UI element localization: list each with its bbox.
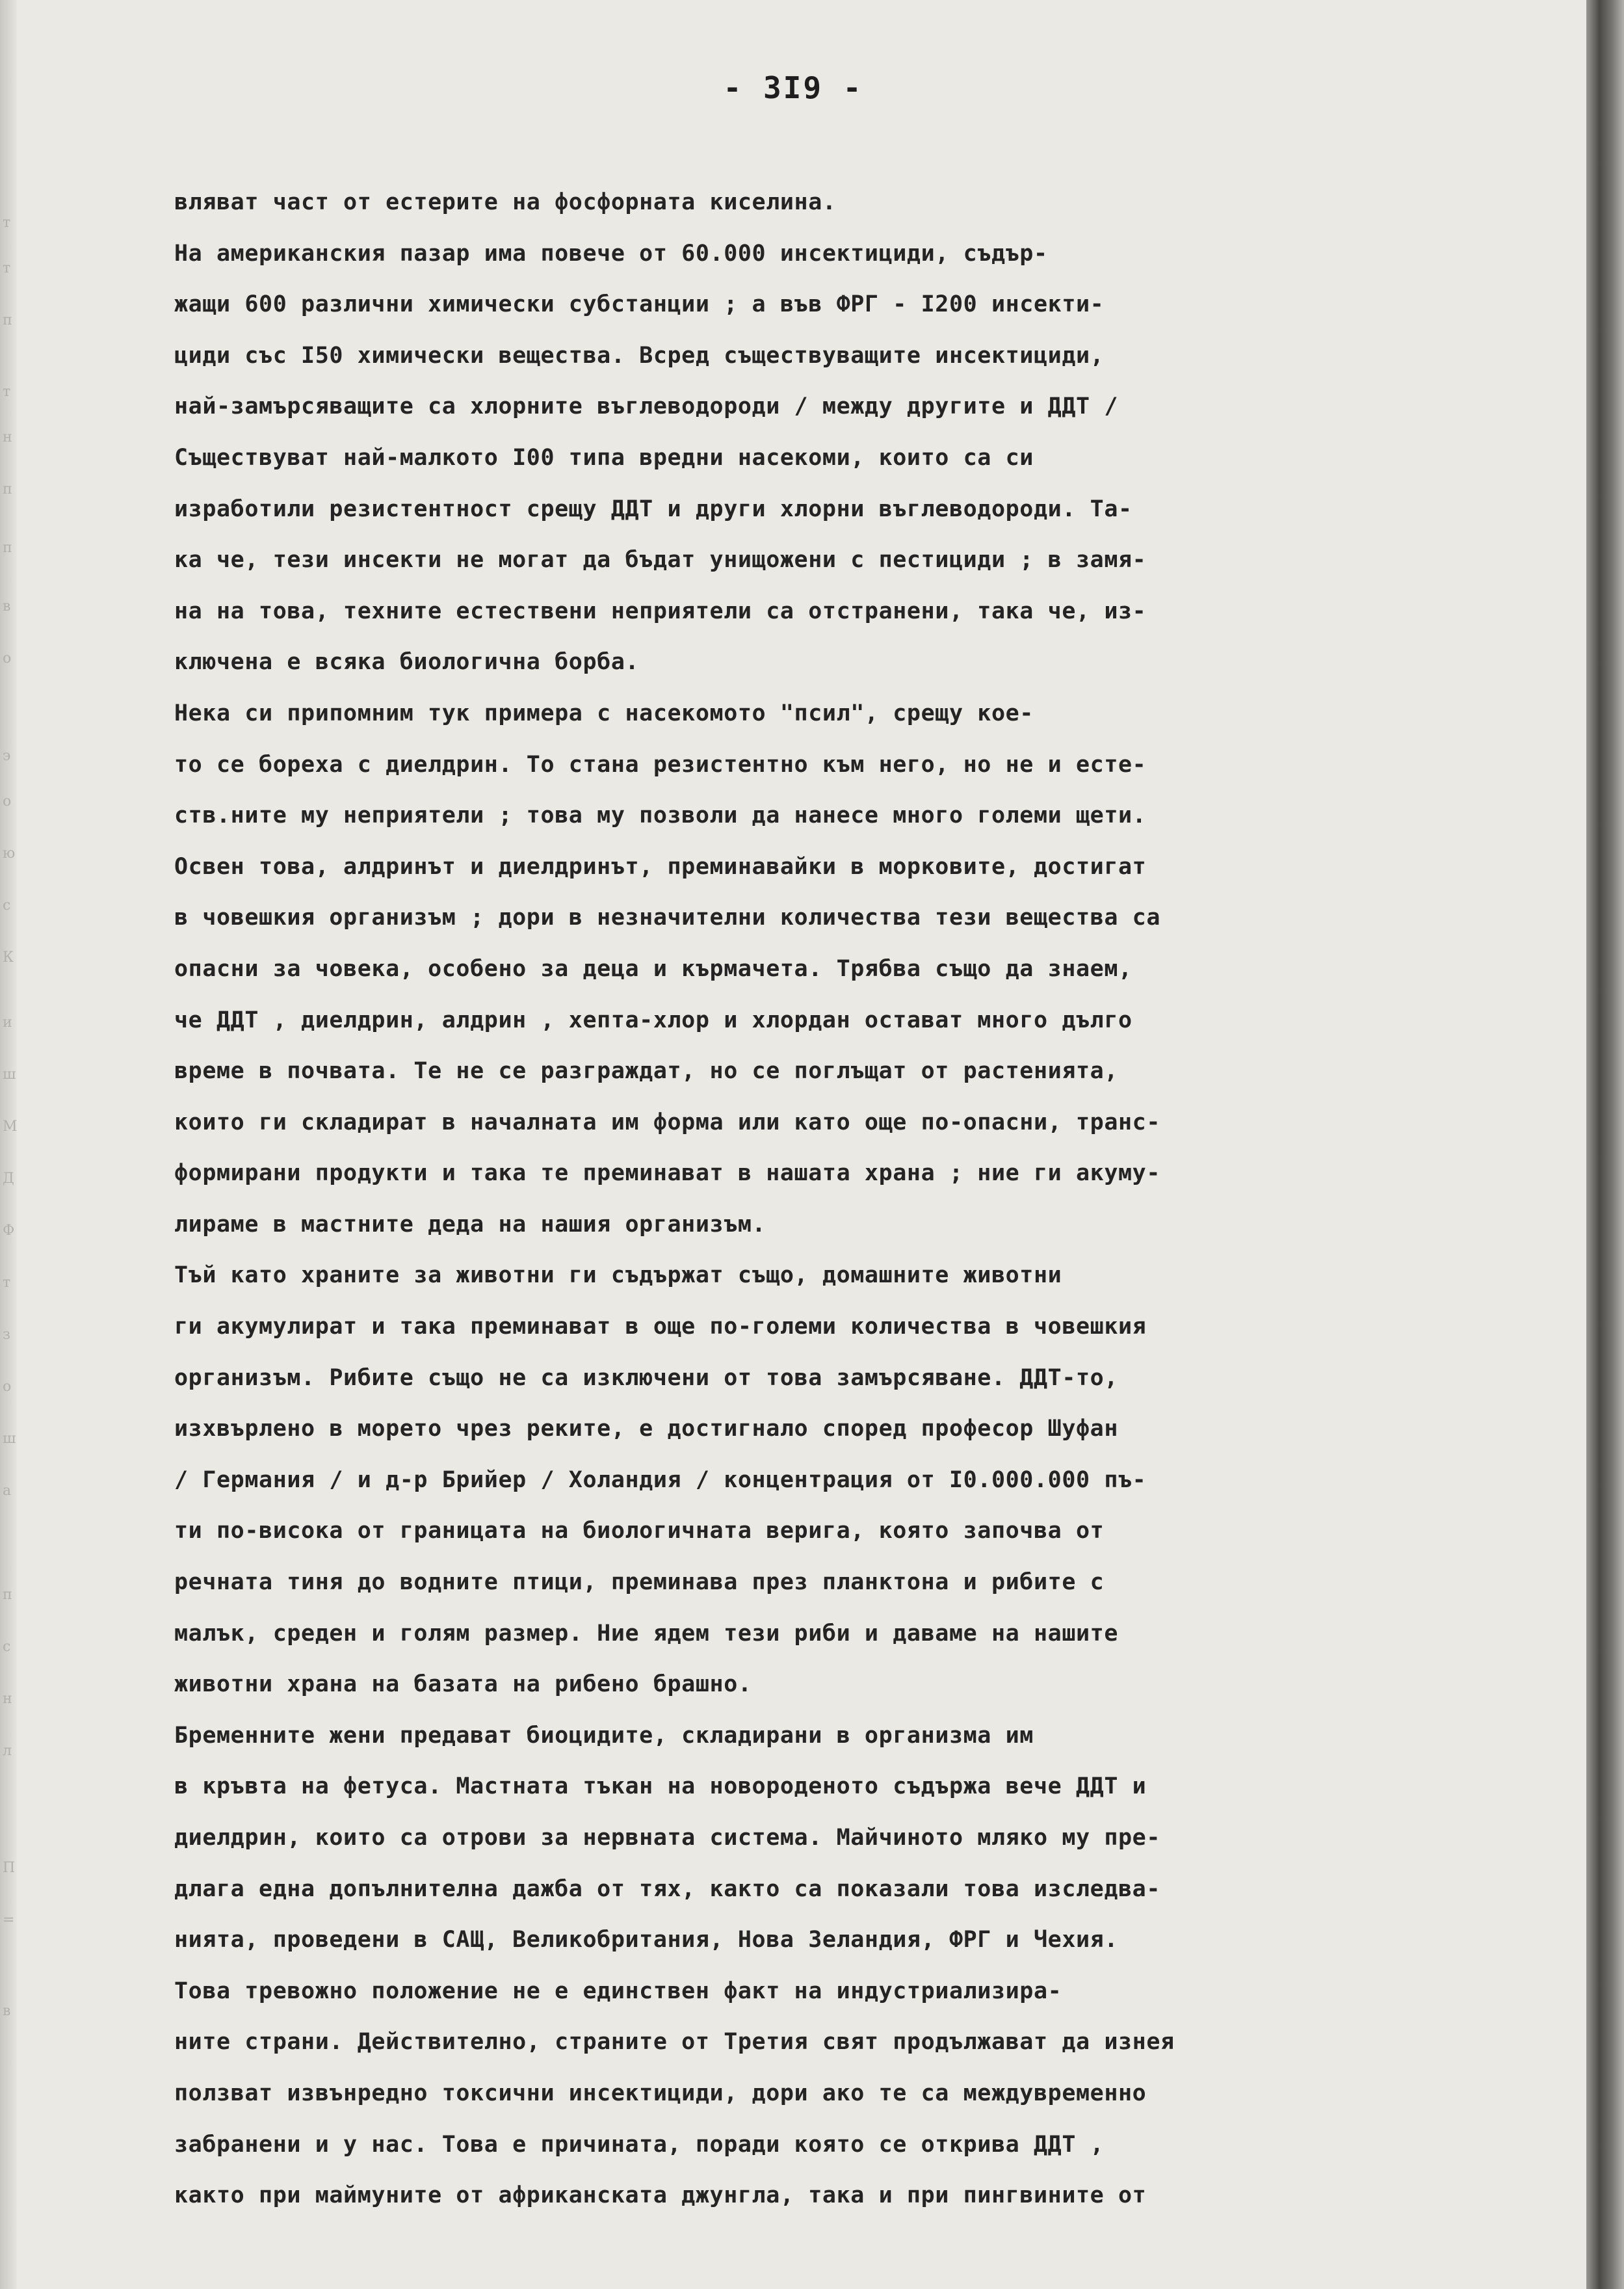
text-line: време в почвата. Те не се разграждат, но се поглъщат от растенията, <box>174 1058 1119 1085</box>
page-number: - 3I9 - <box>723 70 863 105</box>
edge-mark: т <box>3 215 11 231</box>
edge-mark: н <box>3 429 12 445</box>
text-line: / Германия / и д-р Брийер / Холандия / концентрация от I0.000.000 пъ- <box>174 1466 1147 1493</box>
edge-mark: Ф <box>3 1223 15 1239</box>
edge-mark: М <box>3 1118 18 1135</box>
text-line: ти по-висока от границата на биологичната верига, която започва от <box>174 1518 1105 1544</box>
text-line: ств.ните му неприятели ; това му позволи да нанесе много големи щети. <box>174 802 1147 829</box>
text-line: в човешкия организъм ; дори в незначителни количества тези вещества са <box>174 905 1161 931</box>
text-line: забранени и у нас. Това е причината, поради която се открива ДДТ , <box>174 2131 1105 2158</box>
text-line: които ги складират в началната им форма или като още по-опасни, транс- <box>174 1109 1161 1135</box>
edge-mark: т <box>3 384 11 400</box>
text-line: Тъй като храните за животни ги съдържат също, домашните животни <box>174 1262 1062 1289</box>
edge-mark: л <box>3 1743 12 1759</box>
text-line: Бременните жени предават биоцидите, складирани в организма им <box>174 1722 1034 1749</box>
text-line: че ДДТ , диелдрин, алдрин , хепта-хлор и хлордан остават много дълго <box>174 1007 1133 1033</box>
text-line: ги акумулират и така преминават в още по-големи количества в човешкия <box>174 1314 1147 1340</box>
edge-mark: а <box>3 1483 12 1499</box>
page-binding-edge <box>1586 0 1624 2289</box>
text-line: длага една допълнителна дажба от тях, както са показали това изследва- <box>174 1875 1161 1902</box>
edge-mark: э <box>3 748 11 764</box>
text-line: Това тревожно положение не е единствен факт на индустриализира- <box>174 1978 1062 2004</box>
text-line: лираме в мастните деда на нашия организъм. <box>174 1211 766 1237</box>
text-line: диелдрин, които са отрови за нервната система. Майчиното мляко му пре- <box>174 1825 1161 1851</box>
text-line: както при маймуните от африканската джунгла, така и при пингвините от <box>174 2182 1147 2209</box>
text-line: на на това, техните естествени неприятели са отстранени, така че, из- <box>174 598 1147 624</box>
text-line: вляват част от естерите на фосфорната киселина. <box>174 189 837 215</box>
edge-mark: и <box>3 1014 12 1031</box>
left-page-fringe <box>0 0 17 2289</box>
edge-mark: п <box>3 1587 12 1603</box>
edge-mark: о <box>3 793 12 810</box>
edge-mark: Д <box>3 1171 14 1187</box>
text-line: циди със I50 химически вещества. Всред съществуващите инсектициди, <box>174 342 1105 369</box>
text-line: формирани продукти и така те преминават в нашата храна ; ние ги акуму- <box>174 1160 1161 1187</box>
text-line: нията, проведени в САЩ, Великобритания, Нова Зеландия, ФРГ и Чехия. <box>174 1927 1119 1953</box>
edge-mark: = <box>3 1912 15 1928</box>
edge-mark: ю <box>3 845 16 862</box>
text-line: изработили резистентност срещу ДДТ и други хлорни въглеводороди. Та- <box>174 496 1133 522</box>
edge-mark: о <box>3 650 12 667</box>
edge-mark: з <box>3 1327 10 1343</box>
edge-mark: п <box>3 540 12 556</box>
text-line: опасни за човека, особено за деца и кърмачета. Трябва също да знаем, <box>174 955 1133 982</box>
text-line: малък, среден и голям размер. Ние ядем тези риби и даваме на нашите <box>174 1620 1119 1647</box>
edge-mark: К <box>3 949 14 966</box>
text-line: животни храна на базата на рибено брашно. <box>174 1671 752 1698</box>
text-line: най-замърсяващите са хлорните въглеводороди / между другите и ДДТ / <box>174 393 1119 420</box>
edge-mark: п <box>3 481 12 497</box>
edge-mark: т <box>3 1275 11 1291</box>
text-line: Освен това, алдринът и диелдринът, преминавайки в морковите, достигат <box>174 853 1147 880</box>
text-line: в кръвта на фетуса. Мастната тъкан на новороденото съдържа вече ДДТ и <box>174 1773 1147 1800</box>
text-line: ните страни. Действително, страните от Третия свят продължават да изнея <box>174 2029 1175 2056</box>
edge-mark: П <box>3 1860 16 1876</box>
text-line: Нека си припомним тук примера с насекомото "псил", срещу кое- <box>174 700 1034 726</box>
text-line: организъм. Рибите също не са изключени от това замърсяване. ДДТ-то, <box>174 1364 1119 1391</box>
edge-mark: т <box>3 260 11 276</box>
edge-mark: ш <box>3 1431 16 1447</box>
text-line: ка че, тези инсекти не могат да бъдат унищожени с пестициди ; в замя- <box>174 547 1147 574</box>
body-text <box>174 177 1481 2221</box>
text-line: Съществуват най-малкото I00 типа вредни насекоми, които са си <box>174 444 1034 471</box>
edge-mark: в <box>3 598 11 615</box>
edge-mark: о <box>3 1379 12 1395</box>
edge-mark: н <box>3 1691 12 1707</box>
text-line: ползват извънредно токсични инсектициди, дори ако те са междувременно <box>174 2080 1147 2106</box>
edge-mark: ш <box>3 1066 16 1083</box>
text-line: то се бореха с диелдрин. То стана резистентно към него, но не и есте- <box>174 751 1147 778</box>
edge-mark: с <box>3 897 11 914</box>
edge-mark: в <box>3 2003 11 2019</box>
text-line: жащи 600 различни химически субстанции ; а във ФРГ - I200 инсекти- <box>174 291 1105 318</box>
edge-mark: п <box>3 312 12 328</box>
edge-mark: с <box>3 1639 11 1655</box>
text-line: На американския пазар има повече от 60.000 инсектициди, съдър- <box>174 240 1048 267</box>
text-line: ключена е всяка биологична борба. <box>174 649 640 676</box>
text-line: изхвърлено в морето чрез реките, е достигнало според професор Шуфан <box>174 1416 1119 1442</box>
text-line: речната тиня до водните птици, преминава през планктона и рибите с <box>174 1569 1105 1596</box>
